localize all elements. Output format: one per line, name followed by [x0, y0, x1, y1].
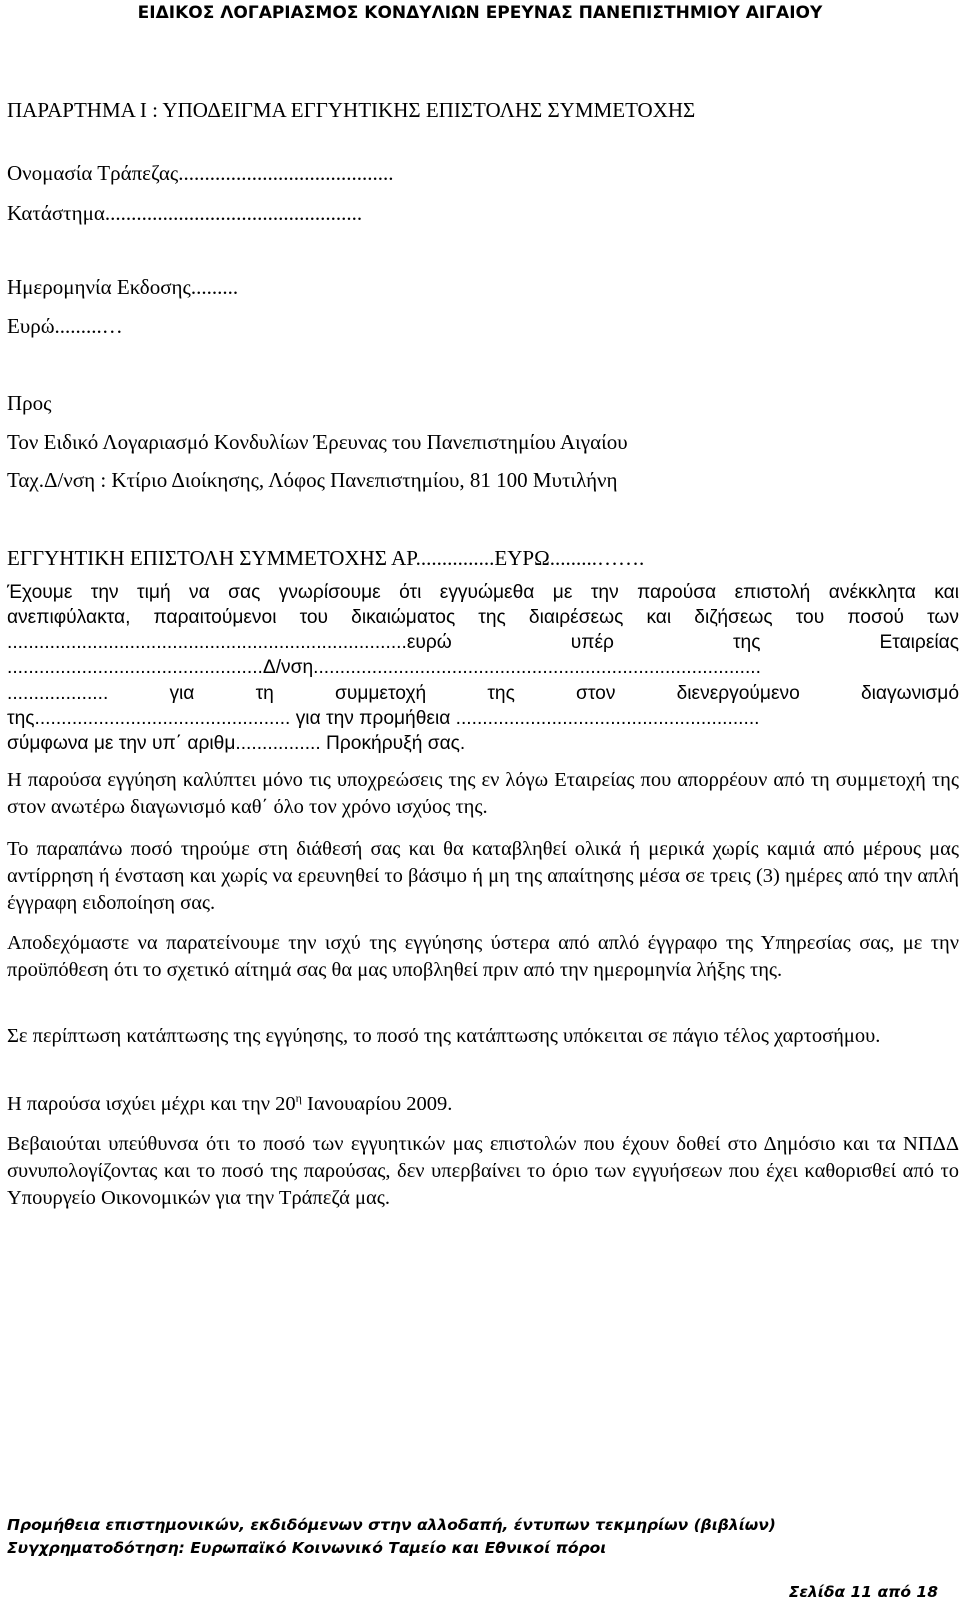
validity-text-end: Ιανουαρίου 2009.	[301, 1093, 453, 1115]
euro-field: Ευρώ.........…	[7, 314, 123, 338]
body-line-4: ................................................Δ/νση....................................................................................	[7, 657, 761, 678]
body-line-1: Έχουμε την τιμή να σας γνωρίσουμε ότι εγγυώμεθα με την παρούσα επιστολή ανέκκλητα και	[7, 582, 959, 603]
document-header: ΕΙΔΙΚΟΣ ΛΟΓΑΡΙΑΣΜΟΣ ΚΟΝΔΥΛΙΩΝ ΕΡΕΥΝΑΣ ΠΑΝΕΠΙΣΤΗΜΙΟΥ ΑΙΓΑΙΟΥ	[137, 3, 823, 23]
paragraph-certification: Βεβαιούται υπεύθυνσα ότι το ποσό των εγγυητικών μας επιστολών που έχουν δοθεί στο Δημόσιο και τα ΝΠΔΔ συνυπολογίζοντας και το ποσό της παρούσας, δεν υπερβαίνει το όριο των εγγυήσεων που έχει καθορισθεί από το Υπουργείο Οικονομικών για την Τράπεζά μας.	[7, 1133, 959, 1209]
page-number: Σελίδα 11 από 18	[788, 1583, 938, 1601]
footer-funding-line: Συγχρηματοδότηση: Ευρωπαϊκό Κοινωνικό Ταμείο και Εθνικοί πόροι	[7, 1539, 607, 1557]
validity-ordinal: η	[295, 1091, 302, 1105]
annex-title: ΠΑΡΑΡΤΗΜΑ Ι : ΥΠΟΔΕΙΓΜΑ ΕΓΓΥΗΤΙΚΗΣ ΕΠΙΣΤΟΛΗΣ ΣΥΜΜΕΤΟΧΗΣ	[7, 98, 696, 122]
body-line-3: ...........................................................................ευρώ υπέρ της Εταιρείας	[7, 632, 959, 653]
paragraph-coverage: Η παρούσα εγγύηση καλύπτει μόνο τις υποχρεώσεις της εν λόγω Εταιρείας που απορρέουν από τη συμμετοχή της στον ανωτέρω διαγωνισμό καθ΄ όλο τον χρόνο ισχύος της.	[7, 769, 959, 818]
addressee-recipient: Τον Ειδικό Λογαριασμό Κονδυλίων Έρευνας του Πανεπιστημίου Αιγαίου	[7, 430, 628, 454]
footer-project-line: Προμήθεια επιστημονικών, εκδιδόμενων στην αλλοδαπή, έντυπων τεκμηρίων (βιβλίων)	[7, 1516, 776, 1534]
addressee-address: Ταχ.Δ/νση : Κτίριο Διοίκησης, Λόφος Πανεπιστημίου, 81 100 Μυτιλήνη	[7, 468, 618, 492]
branch-field: Κατάστημα.................................................	[7, 201, 363, 225]
body-line-6: της................................................ για την προμήθεια .........................................................	[7, 708, 760, 729]
body-line-5: ................... για τη συμμετοχή της στον διενεργούμενο διαγωνισμό	[7, 683, 959, 704]
validity-text-start: Η παρούσα ισχύει μέχρι και την 20	[7, 1093, 296, 1115]
issue-date-field: Ημερομηνία Εκδοσης.........	[7, 275, 239, 299]
paragraph-forfeiture: Σε περίπτωση κατάπτωσης της εγγύησης, το ποσό της κατάπτωσης υπόκειται σε πάγιο τέλος χαρτοσήμου.	[7, 1025, 881, 1047]
addressee-to: Προς	[7, 391, 52, 415]
paragraph-validity	[7, 1091, 959, 1118]
body-line-2: ανεπιφύλακτα, παραιτούμενοι του δικαιώματος της διαιρέσεως και διζήσεως του ποσού των	[7, 607, 959, 628]
letter-subject: ΕΓΓΥΗΤΙΚΗ ΕΠΙΣΤΟΛΗ ΣΥΜΜΕΤΟΧΗΣ ΑΡ...............ΕΥΡΩ.........…….	[7, 546, 645, 570]
paragraph-extension: Αποδεχόμαστε να παρατείνουμε την ισχύ της εγγύησης ύστερα από απλό έγγραφο της Υπηρεσίας σας, με την προϋπόθεση ότι το σχετικό αίτημά σας θα μας υποβληθεί πριν από την ημερομηνία λήξης της.	[7, 932, 959, 981]
paragraph-payment: Το παραπάνω ποσό τηρούμε στη διάθεσή σας και θα καταβληθεί ολικά ή μερικά χωρίς καμιά από μέρους μας αντίρρηση ή ένσταση και χωρίς να ερευνηθεί το βάσιμο ή μη της απαίτησης μέσα σε τρεις (3) ημέρες από την απλή έγγραφη ειδοποίηση σας.	[7, 838, 959, 914]
bank-name-field: Ονομασία Τράπεζας.........................................	[7, 161, 394, 185]
body-line-7: σύμφωνα με την υπ΄ αριθμ................ Προκήρυξή σας.	[7, 733, 466, 754]
